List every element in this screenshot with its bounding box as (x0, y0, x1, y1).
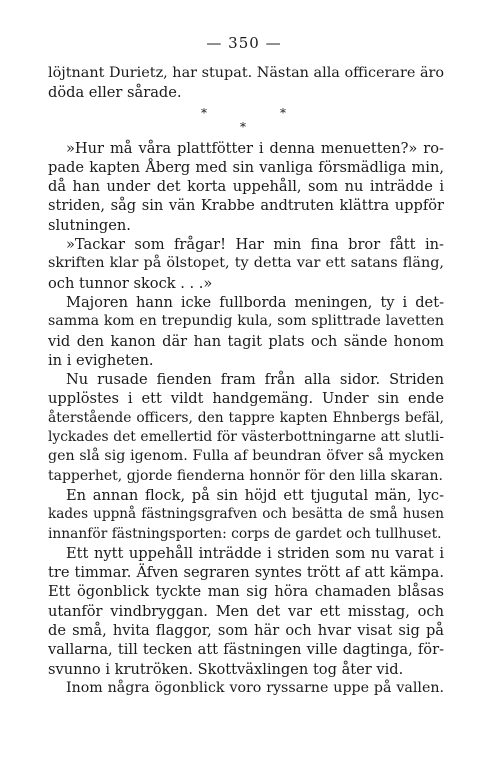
text-line: Ett nytt uppehåll inträdde i striden som nu varat i (66, 544, 444, 562)
body-text (48, 64, 444, 698)
text-line: tre timmar. Äfven segraren syntes trött af att kämpa. (48, 564, 444, 582)
text-line: innanför fästningsporten: corps de gardet och tullhuset. (48, 525, 442, 542)
text-line: utanför vindbryggan. Men det var ett misstag, och (48, 602, 444, 620)
text-line: de små, hvita flaggor, som här och hvar visat sig på (48, 622, 444, 640)
text-line: »Tackar som frågar! Har min fina bror fått in- (66, 236, 444, 254)
text-line: Ett ögonblick tyckte man sig höra chamaden blåsas (48, 583, 444, 601)
text-line: och tunnor skock . . .» (48, 274, 213, 292)
text-line: striden, såg sin vän Krabbe andtruten klättra uppför (48, 197, 444, 215)
text-line: tapperhet, gjorde fienderna honnör för den lilla skaran. (48, 467, 443, 484)
asterisk: * (240, 119, 246, 134)
text-line: löjtnant Durietz, har stupat. Nästan alla officerare äro (48, 65, 445, 81)
text-line: upplöstes i ett vildt handgemäng. Under sin ende (48, 390, 444, 408)
text-line: gen slå sig igenom. Fulla af beundran öfver så mycken (48, 448, 444, 465)
asterisk: * (280, 105, 286, 120)
text-line: in i evigheten. (48, 351, 154, 369)
page-number: — 350 — (206, 34, 282, 52)
asterisk: * (201, 105, 207, 120)
text-line: pade kapten Åberg med sin vanliga försmädliga min, (48, 158, 444, 176)
text-line: Nu rusade fienden fram från alla sidor. Striden (66, 371, 444, 389)
text-line: skriften klar på ölstopet, ty detta var ett satans fläng, (48, 255, 444, 272)
text-line: kades uppnå fästningsgrafven och besätta de små husen (48, 506, 444, 523)
text-line: återstående officers, den tappre kapten Ehnbergs befäl, (48, 409, 444, 426)
text-line: »Hur må våra plattfötter i denna menuetten?» ro- (66, 139, 444, 157)
text-line: då han under det korta uppehåll, som nu inträdde i (48, 178, 444, 196)
section-separator (48, 103, 444, 139)
text-line: döda eller sårade. (48, 84, 182, 102)
text-line: Inom några ögonblick voro ryssarne uppe på vallen. (66, 679, 444, 696)
text-line: samma kom en trepundig kula, som splittrade lavetten (48, 313, 444, 330)
text-line: En annan flock, på sin höjd ett tjugutal män, lyc- (66, 486, 444, 504)
text-line: svunno i krutröken. Skottväxlingen tog åter vid. (48, 660, 404, 678)
text-line: lyckades det emellertid för västerbottningarne att slutli- (48, 429, 444, 446)
text-line: Majoren hann icke fullborda meningen, ty i det- (66, 293, 444, 311)
text-line: vid den kanon där han tagit plats och sände honom (48, 332, 444, 350)
text-line: slutningen. (48, 216, 131, 234)
text-line: vallarna, till tecken att fästningen ville dagtinga, för- (48, 641, 444, 659)
